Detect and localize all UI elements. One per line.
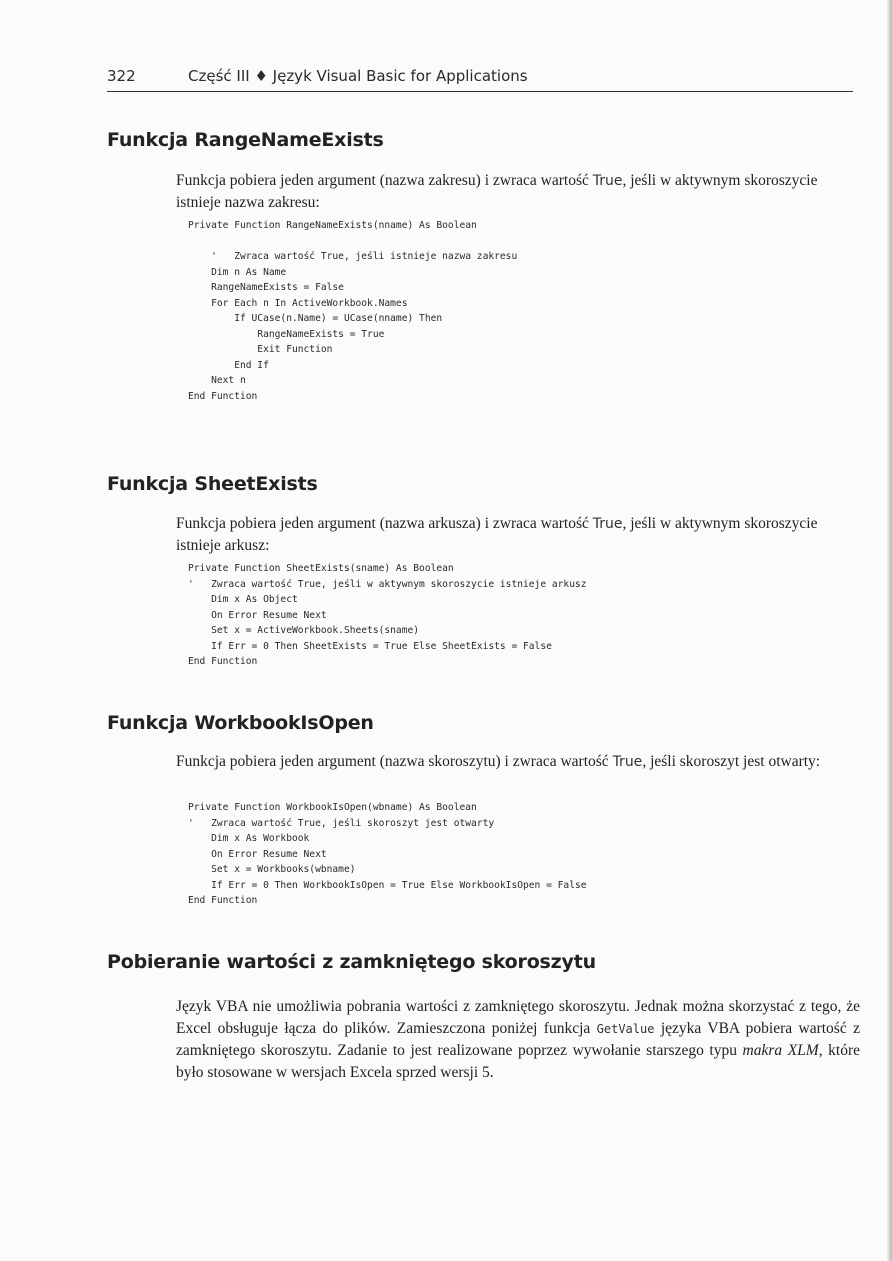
code-listing-sheetexists: Private Function SheetExists(sname) As Boolean ' Zwraca wartość True, jeśli w aktywnym skoroszycie istnieje arkusz Dim x As Object On Error Resume Next Set x = ActiveWorkbook.Sheets(sname) If Err = 0 Then SheetExists = True Else SheetExists = False End Function (188, 563, 587, 667)
paragraph-text: języka VBA pobiera wartość z zamkniętego skoroszytu. Zadanie to jest realizowane poprzez wywołanie starszego typu (176, 1020, 860, 1059)
section-paragraph-closed-workbook (176, 996, 860, 1084)
paragraph-text: Funkcja pobiera jeden argument (nazwa zakresu) i zwraca wartość (176, 172, 593, 189)
paragraph-text: Język VBA nie umożliwia pobrania wartości z zamkniętego skoroszytu. Jednak można skorzystać z tego, że Excel obsługuje łącza do plików. Zamieszczona poniżej funkcja (176, 998, 860, 1037)
header-rule (107, 91, 853, 92)
code-listing-rangenameexists: Private Function RangeNameExists(nname) As Boolean ' Zwraca wartość True, jeśli istnieje nazwa zakresu Dim n As Name RangeNameExists = False For Each n In ActiveWorkbook.Names If UCase(n.Name) = UCase(nname) Then RangeNameExists = True Exit Function End If Next n End Function (188, 220, 518, 402)
section-heading-sheetexists: Funkcja SheetExists (107, 473, 318, 495)
paragraph-text: , jeśli skoroszyt jest otwarty: (642, 753, 821, 770)
chapter-title: Część III ♦ Język Visual Basic for Applications (188, 67, 528, 85)
inline-code: GetValue (596, 1022, 655, 1036)
section-paragraph-workbookisopen (176, 751, 860, 773)
paragraph-text: , jeśli w aktywnym skoroszycie istnieje arkusz: (176, 515, 818, 554)
inline-keyword: True (592, 173, 623, 189)
inline-keyword: True (612, 754, 643, 770)
emphasis-text: makra XLM (742, 1042, 819, 1059)
inline-keyword: True (592, 516, 623, 532)
paragraph-text: , które było stosowane w wersjach Excela sprzed wersji 5. (176, 1042, 860, 1081)
code-listing-workbookisopen: Private Function WorkbookIsOpen(wbname) As Boolean ' Zwraca wartość True, jeśli skoroszyt jest otwarty Dim x As Workbook On Error Resume Next Set x = Workbooks(wbname) If Err = 0 Then WorkbookIsOpen = True Else WorkbookIsOpen = False End Function (188, 802, 587, 906)
paragraph-text: Funkcja pobiera jeden argument (nazwa skoroszytu) i zwraca wartość (176, 753, 613, 770)
page-edge-shadow (887, 0, 892, 1261)
section-paragraph-rangenameexists (176, 170, 860, 214)
paragraph-text: , jeśli w aktywnym skoroszycie istnieje nazwa zakresu: (176, 172, 818, 211)
section-heading-workbookisopen: Funkcja WorkbookIsOpen (107, 712, 374, 734)
section-heading-rangenameexists: Funkcja RangeNameExists (107, 129, 384, 151)
page-number: 322 (107, 67, 136, 85)
paragraph-text: Funkcja pobiera jeden argument (nazwa arkusza) i zwraca wartość (176, 515, 593, 532)
section-paragraph-sheetexists (176, 513, 860, 557)
section-heading-closed-workbook: Pobieranie wartości z zamkniętego skoroszytu (107, 951, 596, 973)
